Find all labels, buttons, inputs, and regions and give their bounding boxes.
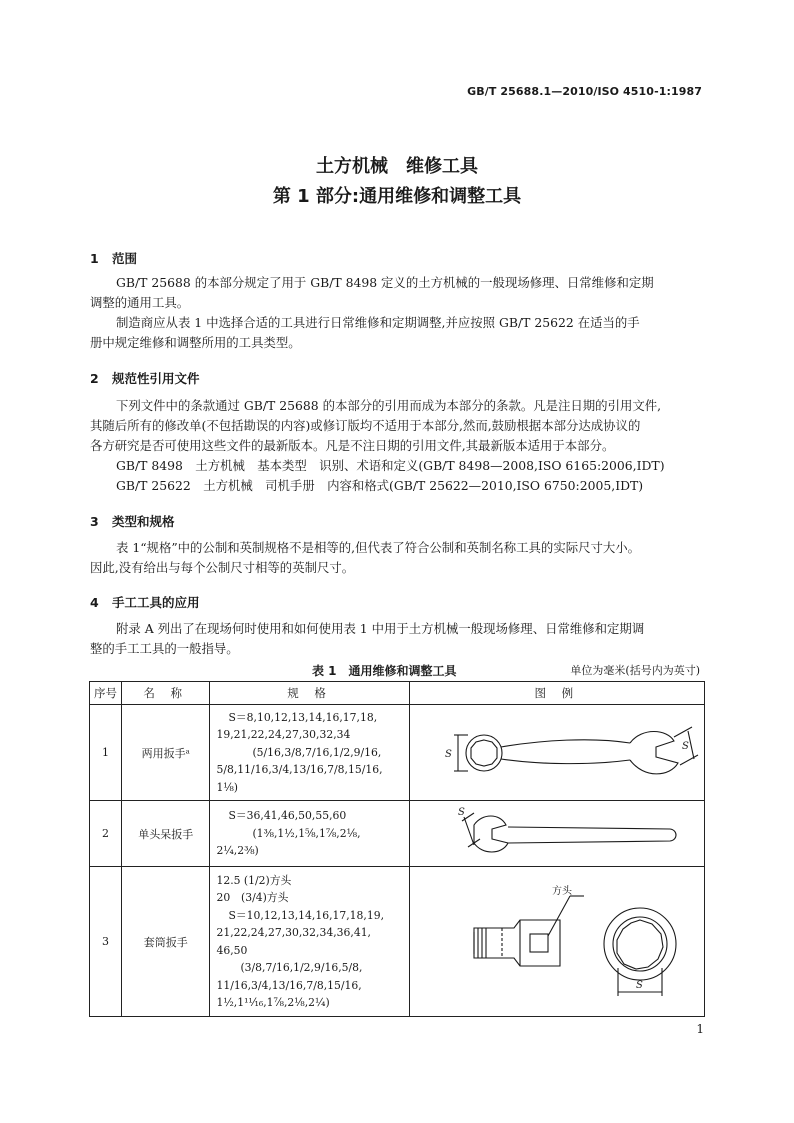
section-4-body xyxy=(90,619,704,659)
figure-label-s: S xyxy=(635,979,643,991)
header-figure: 图 例 xyxy=(409,682,704,705)
figure-label-s: S xyxy=(681,740,689,752)
spec-line: 19,21,22,24,27,30,32,34 xyxy=(216,728,351,742)
table-row xyxy=(90,705,705,801)
section-number: 3 xyxy=(90,514,99,529)
spec-line: 2¼,2⅜) xyxy=(216,844,259,858)
table-row xyxy=(90,801,705,867)
reference-gbt-8498: GB/T 8498 土方机械 基本类型 识别、术语和定义(GB/T 8498—2008,ISO 6165:2006,IDT) xyxy=(116,458,665,473)
paragraph-line: 册中规定维修和调整所用的工具类型。 xyxy=(90,335,301,350)
table-caption: 表 1 通用维修和调整工具 xyxy=(312,664,457,678)
row-tool-name: 单头呆扳手 xyxy=(122,801,210,867)
spec-line: 11/16,3/4,13/16,7/8,15/16, xyxy=(216,978,362,992)
square-drive-callout: 方头 xyxy=(551,885,572,897)
section-title: 范围 xyxy=(112,251,138,266)
spec-line: 20 (3/4)方头 xyxy=(216,891,289,904)
spec-line: S＝8,10,12,13,14,16,17,18, xyxy=(228,710,378,724)
spec-line: 5/8,11/16,3/4,13/16,7/8,15/16, xyxy=(216,763,383,777)
section-number: 1 xyxy=(90,251,99,266)
row-spec xyxy=(210,867,409,1017)
row-figure xyxy=(409,867,704,1017)
combination-wrench-drawing xyxy=(412,707,702,799)
figure-label-s: S xyxy=(444,748,452,760)
single-open-end-wrench-drawing xyxy=(412,803,702,865)
spec-line: 46,50 xyxy=(216,943,248,957)
standard-code-header: GB/T 25688.1—2010/ISO 4510-1:1987 xyxy=(467,85,702,98)
page-number: 1 xyxy=(696,1022,704,1036)
section-number: 4 xyxy=(90,595,99,610)
row-number: 2 xyxy=(90,801,122,867)
section-title: 手工工具的应用 xyxy=(112,595,200,610)
tools-table xyxy=(89,681,705,1017)
paragraph-line: 因此,没有给出与每个公制尺寸相等的英制尺寸。 xyxy=(90,560,355,575)
document-subtitle: 第 1 部分:通用维修和调整工具 xyxy=(272,186,522,207)
row-tool-name: 套筒扳手 xyxy=(122,867,210,1017)
spec-line: (3/8,7/16,1/2,9/16,5/8, xyxy=(240,961,363,974)
row-tool-name: 两用扳手ᵃ xyxy=(122,705,210,801)
figure-label-s: S xyxy=(457,806,465,818)
paragraph-line: 附录 A 列出了在现场何时使用和如何使用表 1 中用于土方机械一般现场修理、日常维修和定期调 xyxy=(116,621,645,636)
paragraph-line: GB/T 25688 的本部分规定了用于 GB/T 8498 定义的土方机械的一般现场修理、日常维修和定期 xyxy=(116,275,654,290)
row-spec xyxy=(210,705,409,801)
table-header-row xyxy=(90,682,705,705)
spec-line: (1⅜,1½,1⅝,1⅞,2⅛, xyxy=(252,826,361,840)
reference-gbt-25622: GB/T 25622 土方机械 司机手册 内容和格式(GB/T 25622—2010,ISO 6750:2005,IDT) xyxy=(116,478,644,493)
spec-line: 12.5 (1/2)方头 xyxy=(216,873,292,887)
paragraph-line: 表 1“规格”中的公制和英制规格不是相等的,但代表了符合公制和英制名称工具的实际尺寸大小。 xyxy=(116,540,641,555)
row-spec xyxy=(210,801,409,867)
section-1-heading xyxy=(90,249,137,267)
section-title: 规范性引用文件 xyxy=(112,371,200,386)
section-1-body xyxy=(90,273,704,353)
table-unit-note: 单位为毫米(括号内为英寸) xyxy=(570,664,700,677)
paragraph-line: 整的手工工具的一般指导。 xyxy=(90,641,239,656)
row-figure xyxy=(409,801,704,867)
spec-line: S＝10,12,13,14,16,17,18,19, xyxy=(228,908,385,922)
spec-line: S＝36,41,46,50,55,60 xyxy=(228,809,347,823)
section-4-heading xyxy=(90,593,200,611)
section-2-heading xyxy=(90,369,200,387)
socket-wrench-drawing xyxy=(412,872,702,1012)
paragraph-line: 调整的通用工具。 xyxy=(90,295,190,310)
spec-line: 1⅛) xyxy=(216,780,238,794)
paragraph-line: 制造商应从表 1 中选择合适的工具进行日常维修和定期调整,并应按照 GB/T 25622 在适当的手 xyxy=(116,315,640,330)
section-2-body xyxy=(90,396,704,496)
section-3-heading xyxy=(90,512,175,530)
paragraph-line: 各方研究是否可使用这些文件的最新版本。凡是不注日期的引用文件,其最新版本适用于本部分。 xyxy=(90,438,615,453)
header-name: 名 称 xyxy=(122,682,210,705)
section-number: 2 xyxy=(90,371,99,386)
paragraph-line: 下列文件中的条款通过 GB/T 25688 的本部分的引用而成为本部分的条款。凡是注日期的引用文件, xyxy=(116,398,662,413)
row-number: 3 xyxy=(90,867,122,1017)
document-title: 土方机械 维修工具 xyxy=(316,156,478,177)
section-3-body xyxy=(90,538,704,578)
row-figure xyxy=(409,705,704,801)
row-number: 1 xyxy=(90,705,122,801)
table-row xyxy=(90,867,705,1017)
paragraph-line: 其随后所有的修改单(不包括勘误的内容)或修订版均不适用于本部分,然而,鼓励根据本部分达成协议的 xyxy=(90,418,641,433)
section-title: 类型和规格 xyxy=(112,514,175,529)
header-spec: 规 格 xyxy=(210,682,409,705)
spec-line: 1½,1¹¹⁄₁₆,1⅞,2⅛,2¼) xyxy=(216,996,330,1009)
spec-line: (5/16,3/8,7/16,1/2,9/16, xyxy=(252,745,382,759)
spec-line: 21,22,24,27,30,32,34,36,41, xyxy=(216,926,371,939)
header-number: 序号 xyxy=(90,682,122,705)
